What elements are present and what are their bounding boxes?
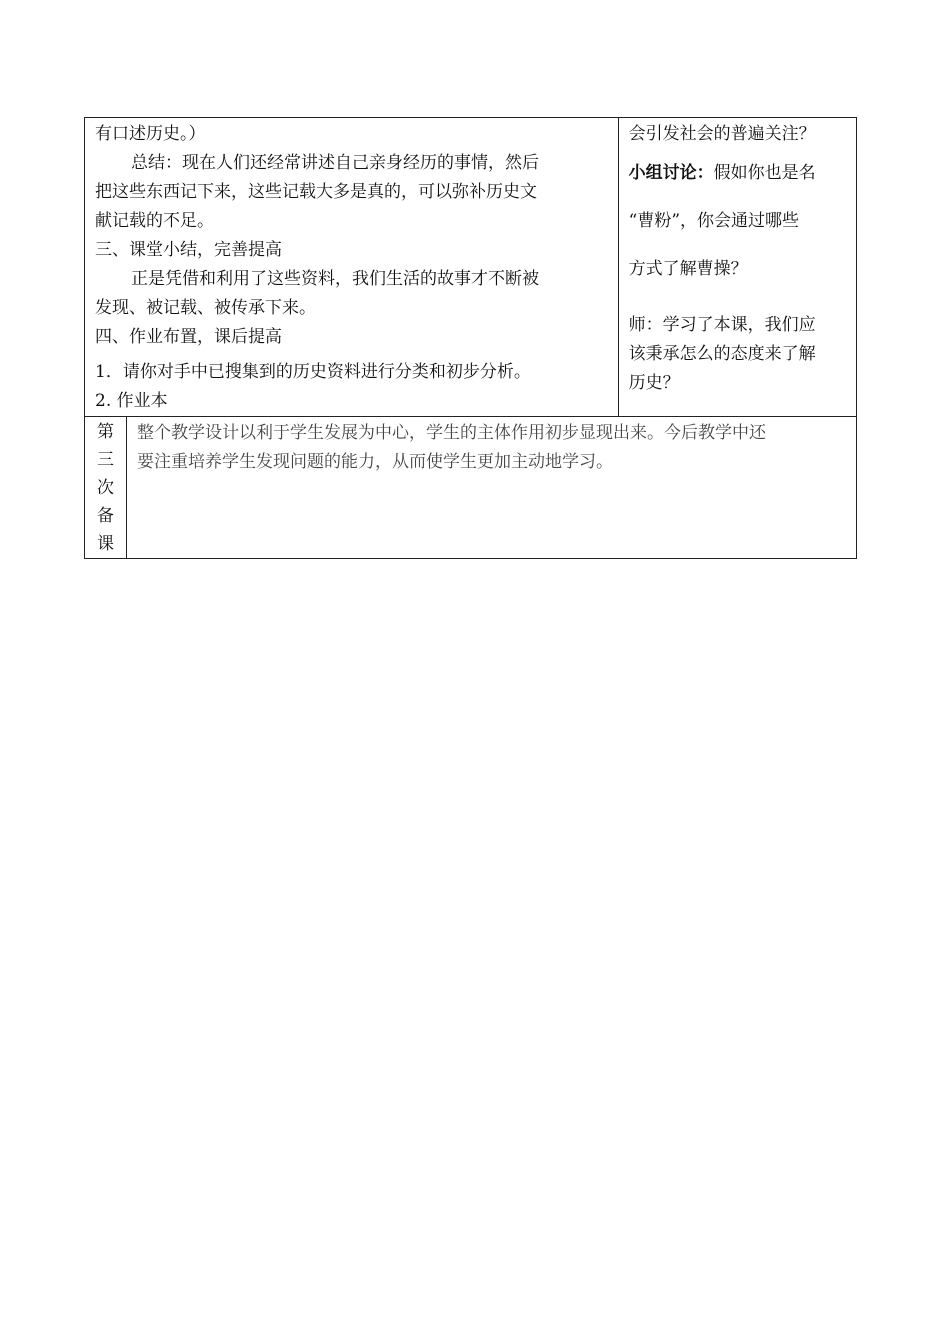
section-heading-class-summary: 三、课堂小结，完善提高	[95, 240, 282, 260]
lesson-plan-table	[84, 117, 857, 559]
class-summary-line-1: 正是凭借和利用了这些资料，我们生活的故事才不断被	[131, 269, 539, 289]
summary-line-2: 把这些东西记下来，这些记载大多是真的，可以弥补历史文	[95, 182, 537, 202]
reflection-text-cell	[127, 417, 857, 559]
summary-line-1: 总结：现在人们还经常讲述自己亲身经历的事情，然后	[131, 153, 539, 173]
label-char: 课	[97, 534, 115, 554]
teacher-question-line-2: 该秉承怎么的态度来了解	[628, 344, 816, 364]
homework-item-2: 2. 作业本	[95, 391, 168, 411]
oral-history-line: 有口述历史。）	[95, 124, 206, 144]
discussion-label: 小组讨论：	[628, 163, 714, 183]
discussion-line-2: “曹粉”，你会通过哪些	[628, 211, 800, 231]
discussion-line-3: 方式了解曹操？	[628, 259, 748, 279]
label-char: 备	[97, 506, 115, 526]
summary-line-3: 献记载的不足。	[95, 211, 214, 231]
label-char: 三	[97, 450, 115, 470]
teacher-question-line-1: 师：学习了本课，我们应	[628, 315, 816, 335]
discussion-line	[629, 149, 850, 197]
reflection-line-2: 要注重培养学生发现问题的能力，从而使学生更加主动地学习。	[137, 452, 614, 472]
teacher-question-line-3: 历史？	[628, 373, 680, 393]
class-summary-line-2: 发现、被记载、被传承下来。	[95, 298, 316, 318]
reflection-row	[85, 417, 857, 559]
discussion-text: 假如你也是名	[713, 163, 816, 183]
reflection-line-1: 整个教学设计以利于学生发展为中心，学生的主体作用初步显现出来。今后教学中还	[137, 423, 767, 443]
reflection-label-cell	[85, 417, 127, 559]
lesson-content-row	[85, 118, 857, 417]
section-heading-homework: 四、作业布置，课后提高	[95, 327, 282, 347]
side-question-line: 会引发社会的普遍关注？	[628, 124, 816, 144]
lesson-main-cell	[85, 118, 619, 417]
homework-item-1: 1．请你对手中已搜集到的历史资料进行分类和初步分析。	[95, 362, 531, 382]
lesson-side-cell	[618, 118, 856, 417]
label-char: 第	[97, 422, 115, 442]
label-char: 次	[97, 478, 115, 498]
